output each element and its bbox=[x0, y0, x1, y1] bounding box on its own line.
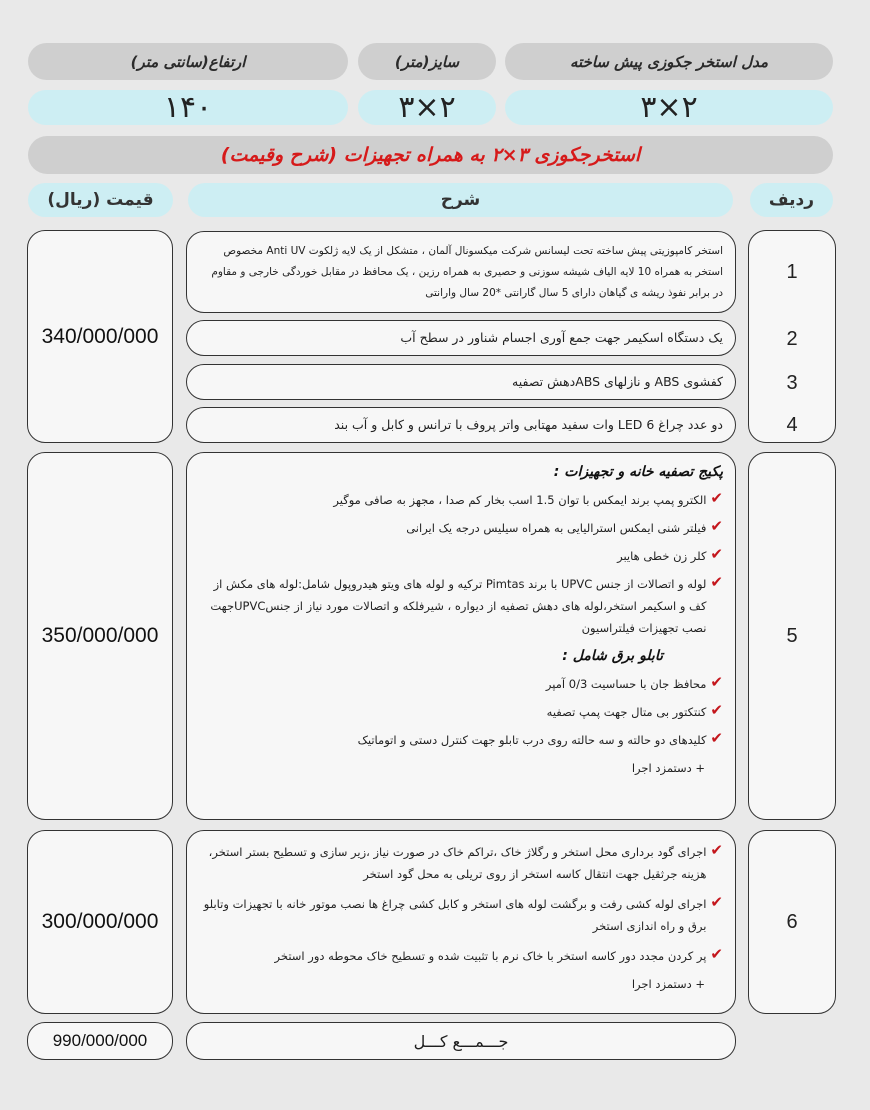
description-6 bbox=[186, 830, 736, 1014]
list-item-text: اجرای لوله کشی رفت و برگشت لوله های استخر و کابل کشی چراغ ها نصب موتور خانه با تجهیزات وتابلو برق و راه اندازی استخر bbox=[203, 897, 707, 933]
list-item bbox=[199, 673, 723, 695]
list-item-text: لوله و اتصالات از جنس UPVC با برند Pimtas ترکیه و لوله های ویتو هیدروپول شامل:لوله های مکش از کف و اسکیمر استخر،لوله های دهش تصفیه از دیواره ، شیرفلکه و اتصالات مورد نیاز از جنسUPVCجهت نصب تجهیزات فیلتراسیون bbox=[210, 577, 707, 635]
list-item bbox=[199, 729, 723, 751]
column-header-row: ردیف bbox=[750, 183, 833, 217]
row-number-3: 3 bbox=[786, 372, 798, 394]
list-item bbox=[199, 489, 723, 511]
header-size-label: سایز(متر) bbox=[358, 43, 496, 80]
row-number-4: 4 bbox=[786, 414, 798, 436]
row-number-6: 6 bbox=[748, 830, 836, 1014]
list-item bbox=[199, 841, 723, 885]
value-height: ۱۴۰ bbox=[28, 90, 348, 125]
checkmark-icon: ✔ bbox=[710, 893, 723, 911]
list-item bbox=[199, 701, 723, 723]
column-header-desc: شرح bbox=[188, 183, 733, 217]
description-4: دو عدد چراغ LED 6 وات سفید مهتابی واتر پروف با ترانس و کابل و آب بند bbox=[186, 407, 736, 443]
checkmark-icon: ✔ bbox=[710, 517, 723, 535]
list-item-text: محافظ جان با حساسیت 0/3 آمپر bbox=[545, 677, 707, 691]
list-item-text: پر کردن مجدد دور کاسه استخر با خاک نرم با تثبیت شده و تسطیح خاک محوطه دور استخر bbox=[274, 949, 707, 963]
desc-1-line-3: در برابر نفوذ ریشه ی گیاهان دارای 5 سال گارانتی *20 سال وارانتی bbox=[425, 286, 723, 299]
list-item-text: کلیدهای دو حالته و سه حالته روی درب تابلو جهت کنترل دستی و اتوماتیک bbox=[357, 733, 707, 747]
row-number-5: 5 bbox=[748, 452, 836, 820]
page-title: استخرجکوزی ۳×۲ به همراه تجهیزات (شرح وقیمت) bbox=[28, 136, 833, 174]
value-model: ۳×۲ bbox=[505, 90, 833, 125]
list-item bbox=[199, 517, 723, 539]
checkmark-icon: ✔ bbox=[710, 545, 723, 563]
row-number-1: 1 bbox=[786, 261, 798, 283]
total-value: 990/000/000 bbox=[27, 1022, 173, 1060]
checkmark-icon: ✔ bbox=[710, 841, 723, 859]
header-height-label: ارتفاع(سانتی متر) bbox=[28, 43, 348, 80]
list-item-text: کنتکتور بی متال جهت پمپ تصفیه bbox=[546, 705, 707, 719]
price-group-1: 340/000/000 bbox=[27, 230, 173, 443]
list-item-text: اجرای گود برداری محل استخر و رگلاژ خاک ،تراکم خاک در صورت نیاز ،زیر سازی و تسطیح بستر استخر، هزینه جرثقیل جهت انتقال کاسه استخر از روی تریلی به محل گود استخر bbox=[208, 845, 707, 881]
checkmark-icon: ✔ bbox=[710, 573, 723, 591]
description-1 bbox=[186, 231, 736, 313]
list-item bbox=[199, 573, 723, 639]
desc-1-line-2: استخر به همراه 10 لایه الیاف شیشه سوزنی و حصیری به همراه رزین ، یک محافظ در مقابل خوردگی خارجی و مقاوم bbox=[211, 265, 723, 278]
price-group-5: 350/000/000 bbox=[27, 452, 173, 820]
checkmark-icon: ✔ bbox=[710, 673, 723, 691]
price-group-6: 300/000/000 bbox=[27, 830, 173, 1014]
value-size: ۳×۲ bbox=[358, 90, 496, 125]
row-number-group-1 bbox=[748, 230, 836, 443]
description-5 bbox=[186, 452, 736, 820]
list-item-text: فیلتر شنی ایمکس استرالیایی به همراه سیلیس درجه یک ایرانی bbox=[406, 521, 707, 535]
panel-heading: تابلو برق شامل : bbox=[562, 648, 663, 664]
package-heading: پکیج تصفیه خانه و تجهیزات : bbox=[553, 464, 723, 480]
checkmark-icon: ✔ bbox=[710, 489, 723, 507]
column-header-price: قیمت (ریال) bbox=[28, 183, 173, 217]
total-label: جـــمـــع کـــل bbox=[186, 1022, 736, 1060]
list-item-text: کلر زن خطی هایبر bbox=[617, 549, 707, 563]
checkmark-icon: ✔ bbox=[710, 945, 723, 963]
list-item bbox=[199, 945, 723, 967]
list-item bbox=[199, 893, 723, 937]
labor-note: + دستمزد اجرا bbox=[631, 977, 705, 991]
checkmark-icon: ✔ bbox=[710, 701, 723, 719]
checkmark-icon: ✔ bbox=[710, 729, 723, 747]
row-number-2: 2 bbox=[786, 328, 798, 350]
list-item bbox=[199, 545, 723, 567]
header-model-label: مدل استخر جکوزی پیش ساخته bbox=[505, 43, 833, 80]
list-item-text: الکترو پمپ برند ایمکس با توان 1.5 اسب بخار کم صدا ، مجهز به صافی موگیر bbox=[333, 493, 707, 507]
description-2: یک دستگاه اسکیمر جهت جمع آوری اجسام شناور در سطح آب bbox=[186, 320, 736, 356]
desc-1-line-1: استخر کامپوزیتی پیش ساخته تحت لیسانس شرکت میکسونال آلمان ، متشکل از یک لایه ژلکوت Anti UV مخصوص bbox=[223, 244, 723, 257]
description-3: کفشوی ABS و نازلهای ABSدهش تصفیه bbox=[186, 364, 736, 400]
labor-note: + دستمزد اجرا bbox=[631, 761, 705, 775]
